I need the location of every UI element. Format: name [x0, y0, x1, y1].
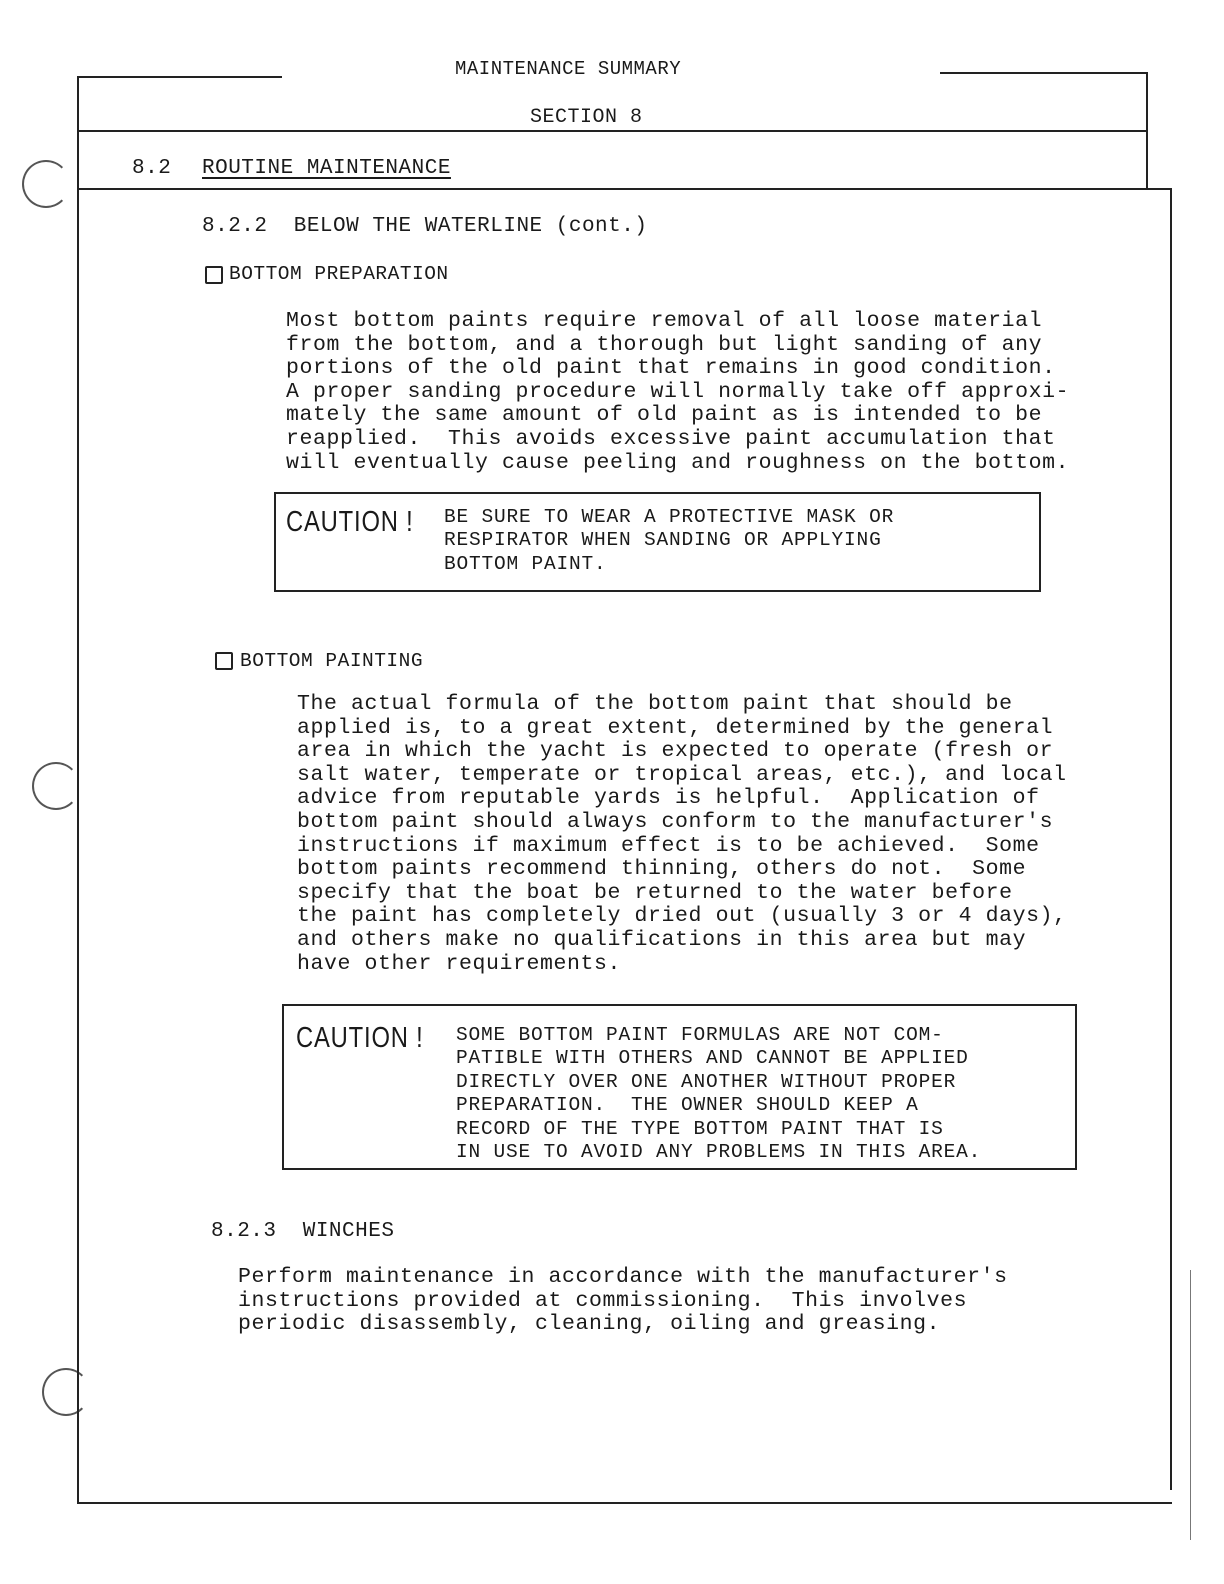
frame-bottom: [78, 1502, 1172, 1504]
frame-left: [77, 76, 79, 1504]
heading-rule: [78, 188, 1172, 190]
frame-right-lower: [1170, 190, 1172, 1490]
caution-text-sanding: BE SURE TO WEAR A PROTECTIVE MASK OR RESPIRATOR WHEN SANDING OR APPLYING BOTTOM PAINT.: [444, 506, 895, 575]
caution-box-sanding: [274, 492, 1041, 592]
section-title: SECTION 8: [530, 106, 643, 129]
punch-hole-top: [22, 160, 70, 208]
winches-body: Perform maintenance in accordance with the manufacturer's instructions provided at commissioning. This involves periodic disassembly, cleaning, oiling and greasing.: [238, 1265, 1008, 1337]
bottom-painting-heading: BOTTOM PAINTING: [240, 650, 424, 672]
caution-box-formulas: [282, 1004, 1077, 1170]
caution-text-formulas: SOME BOTTOM PAINT FORMULAS ARE NOT COM- PATIBLE WITH OTHERS AND CANNOT BE APPLIED DIRECTLY OVER ONE ANOTHER WITHOUT PROPER PREPARATION. THE OWNER SHOULD KEEP A RECORD OF THE TYPE BOTTOM PAINT THAT IS IN USE TO AVOID ANY PROBLEMS IN THIS AREA.: [456, 1024, 982, 1164]
section-heading-title: ROUTINE MAINTENANCE: [202, 157, 451, 180]
bottom-preparation-heading: BOTTOM PREPARATION: [229, 263, 449, 285]
winches-heading: 8.2.3 WINCHES: [211, 1220, 395, 1243]
page-header-title: MAINTENANCE SUMMARY: [455, 58, 682, 80]
punch-hole-bottom: [42, 1368, 90, 1416]
header-rule-left: [78, 76, 282, 78]
subsection-heading-822: 8.2.2 BELOW THE WATERLINE (cont.): [202, 215, 648, 238]
checkbox-icon: [215, 652, 233, 670]
checkbox-icon: [205, 266, 223, 284]
section-rule: [78, 130, 1147, 132]
edge-mark-right: [1190, 1270, 1191, 1540]
bottom-preparation-body: Most bottom paints require removal of all loose material from the bottom, and a thorough but light sanding of any portions of the old paint that remains in good condition. A proper sanding procedure will normally take off approxi- mately the same amount of old paint as is intended to be reapplied. This avoids excessive paint accumulation that will eventually cause peeling and roughness on the bottom.: [286, 309, 1070, 475]
caution-label: CAUTION !: [296, 1022, 424, 1054]
bottom-painting-body: The actual formula of the bottom paint that should be applied is, to a great extent, determined by the general area in which the yacht is expected to operate (fresh or salt water, temperate or tropical areas, etc.), and local advice from reputable yards is helpful. Application of bottom paint should always conform to the manufacturer's instructions if maximum effect is to be achieved. Some bottom paints recommend thinning, others do not. Some specify that the boat be returned to the water before the paint has completely dried out (usually 3 or 4 days), and others make no qualifications in this area but may have other requirements.: [297, 692, 1067, 976]
punch-hole-middle: [32, 762, 80, 810]
header-rule-right: [940, 72, 1147, 74]
section-number: 8.2: [132, 157, 172, 180]
caution-label: CAUTION !: [286, 506, 414, 538]
